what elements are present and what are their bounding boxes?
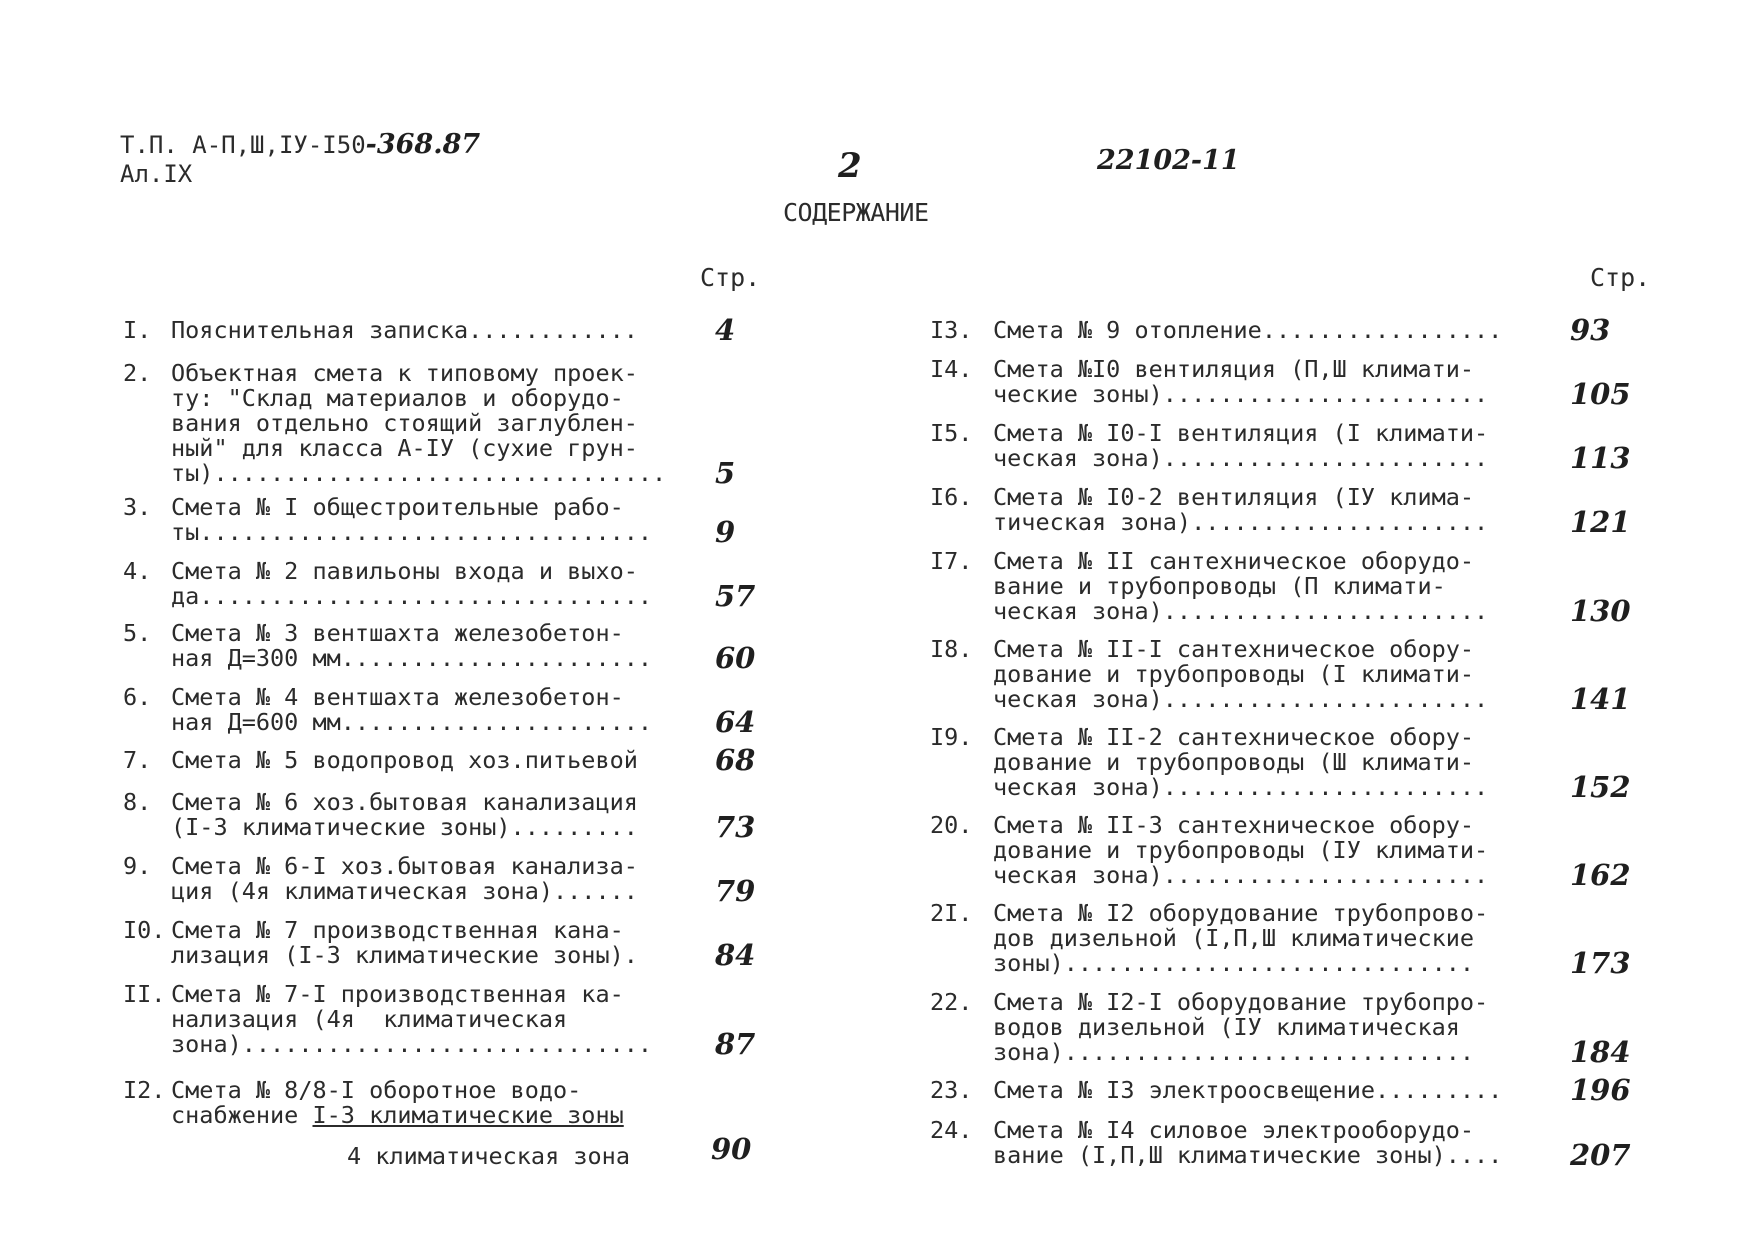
toc-entry-line: ная Д=300 мм...................... <box>171 644 653 672</box>
toc-entry-number: I. <box>123 316 152 344</box>
toc-entry-text <box>993 485 1573 535</box>
toc-entry-number: I5. <box>930 419 973 447</box>
toc-entry-line: Смета № 3 вентшахта железобетон- <box>171 619 624 647</box>
toc-entry-line: ческие зоны)....................... <box>993 380 1489 408</box>
toc-entry-line: Смета № I2 оборудование трубопрово- <box>993 899 1489 927</box>
toc-entry-text <box>993 357 1573 407</box>
toc-entry-line: (I-3 климатические зоны)......... <box>171 813 638 841</box>
toc-entry-text <box>171 982 731 1057</box>
toc-entry-page: 60 <box>715 641 756 675</box>
toc-entry-text <box>993 637 1573 712</box>
toc-entry-text <box>993 421 1573 471</box>
toc-entry-text <box>171 854 731 904</box>
toc-entry-line: Объектная смета к типовому проек- <box>171 359 638 387</box>
toc-entry-text <box>171 748 731 773</box>
toc-entry-line: ная Д=600 мм...................... <box>171 708 653 736</box>
toc-entry-line: дование и трубопроводы (Ш климати- <box>993 748 1475 776</box>
toc-entry-text <box>171 621 731 671</box>
toc-entry-text <box>171 685 731 735</box>
toc-entry-line: Смета № I0-I вентиляция (I климати- <box>993 419 1489 447</box>
toc-entry-text <box>993 318 1573 343</box>
toc-entry-line: нализация (4я климатическая <box>171 1005 568 1033</box>
toc-entry-page: 184 <box>1570 1035 1631 1069</box>
toc-entry-line: ный" для класса А-IУ (сухие грун- <box>171 434 638 462</box>
toc-entry-line: дование и трубопроводы (I климати- <box>993 660 1475 688</box>
toc-entry-number: 4. <box>123 557 152 585</box>
toc-entry-number: I4. <box>930 355 973 383</box>
toc-entry-number: 20. <box>930 811 973 839</box>
toc-entry-line: Смета № 4 вентшахта железобетон- <box>171 683 624 711</box>
toc-entry-line: Смета № I3 электроосвещение......... <box>993 1076 1503 1104</box>
toc-entry-page: 105 <box>1570 377 1631 411</box>
toc-entry-number: 22. <box>930 988 973 1016</box>
toc-entry-page: 113 <box>1570 441 1631 475</box>
toc-entry-page: 4 <box>715 313 736 347</box>
toc-entry-line: да................................ <box>171 582 653 610</box>
toc-entry-line: Смета № I общестроительные рабо- <box>171 493 624 521</box>
toc-entry-line-part: снабжение <box>171 1101 313 1129</box>
toc-entry-line: Смета № I0-2 вентиляция (IУ клима- <box>993 483 1475 511</box>
toc-subline-page: 90 <box>711 1132 752 1166</box>
toc-entry-page: 84 <box>715 938 756 972</box>
page-title: СОДЕРЖАНИЕ <box>783 198 929 227</box>
toc-entry-line-underlined-part: I-3 климатические зоны <box>312 1101 624 1129</box>
toc-entry-line: лизация (I-3 климатические зоны). <box>171 941 638 969</box>
inventory-number: 22102-11 <box>1097 145 1240 176</box>
toc-entry-line: Смета № 5 водопровод хоз.питьевой <box>171 746 638 774</box>
toc-entry-line: ты................................ <box>171 518 653 546</box>
toc-entry-text <box>993 549 1573 624</box>
toc-entry-text <box>171 559 731 609</box>
toc-entry-line: ты)................................ <box>171 459 667 487</box>
toc-entry-line: дование и трубопроводы (IУ климати- <box>993 836 1489 864</box>
toc-entry-page: 121 <box>1570 505 1631 539</box>
toc-entry-page: 141 <box>1570 682 1631 716</box>
toc-entry-line: зона)............................. <box>993 1038 1475 1066</box>
toc-entry-text <box>993 990 1573 1065</box>
toc-entry-text <box>993 1078 1573 1103</box>
toc-entry-page: 57 <box>715 579 756 613</box>
toc-entry-line: зона)............................. <box>171 1030 653 1058</box>
toc-entry-line: водов дизельной (IУ климатическая <box>993 1013 1460 1041</box>
toc-entry-line: вание (I,П,Ш климатические зоны).... <box>993 1141 1503 1169</box>
toc-entry-line: Пояснительная записка............ <box>171 316 638 344</box>
toc-entry-number: 23. <box>930 1076 973 1104</box>
toc-entry-text <box>171 361 731 486</box>
toc-subline: 4 климатическая зона <box>347 1142 630 1170</box>
album-label: Ал.IX <box>120 160 193 188</box>
toc-entry-line: Смета № II сантехническое оборудо- <box>993 547 1475 575</box>
toc-entry-text <box>171 318 731 343</box>
page-column-label-right: Стр. <box>1590 263 1651 292</box>
toc-entry-line: Смета № 2 павильоны входа и выхо- <box>171 557 638 585</box>
toc-entry-number: 9. <box>123 852 152 880</box>
toc-entry-number: 8. <box>123 788 152 816</box>
toc-entry-line: ческая зона)....................... <box>993 773 1489 801</box>
toc-entry-page: 68 <box>715 743 756 777</box>
page-column-label-left: Стр. <box>700 263 761 292</box>
toc-entry-number: 2. <box>123 359 152 387</box>
toc-entry-number: 5. <box>123 619 152 647</box>
toc-entry-page: 173 <box>1570 946 1631 980</box>
toc-entry-page: 152 <box>1570 770 1631 804</box>
toc-entry-text <box>993 813 1573 888</box>
toc-entry-text <box>171 790 731 840</box>
toc-entry-page: 93 <box>1570 313 1611 347</box>
toc-entry-line: вание и трубопроводы (П климати- <box>993 572 1446 600</box>
toc-entry-page: 130 <box>1570 594 1631 628</box>
document-code-handwritten: -368.87 <box>365 129 481 160</box>
toc-entry-page: 196 <box>1570 1073 1631 1107</box>
toc-entry-text <box>993 725 1573 800</box>
toc-entry-number: I6. <box>930 483 973 511</box>
toc-entry-line: зоны)............................. <box>993 949 1475 977</box>
toc-entry-number: I2. <box>123 1076 166 1104</box>
toc-entry-page: 73 <box>715 810 756 844</box>
toc-entry-line: ту: "Склад материалов и оборудо- <box>171 384 624 412</box>
toc-entry-number: II. <box>123 980 166 1008</box>
toc-entry-line: ческая зона)....................... <box>993 597 1489 625</box>
toc-entry-line: ческая зона)....................... <box>993 861 1489 889</box>
toc-entry-text <box>993 1118 1573 1168</box>
toc-entry-number: I0. <box>123 916 166 944</box>
toc-entry-page: 162 <box>1570 858 1631 892</box>
toc-entry-line: ция (4я климатическая зона)...... <box>171 877 638 905</box>
toc-entry-line: дов дизельной (I,П,Ш климатические <box>993 924 1475 952</box>
toc-entry-number: 6. <box>123 683 152 711</box>
toc-entry-number: I7. <box>930 547 973 575</box>
toc-entry-line: ческая зона)....................... <box>993 444 1489 472</box>
toc-entry-line: ческая зона)....................... <box>993 685 1489 713</box>
toc-entry-line: Смета № I4 силовое электрооборудо- <box>993 1116 1475 1144</box>
toc-entry-line: Смета № 7 производственная кана- <box>171 916 624 944</box>
toc-entry-line: Смета № 9 отопление................. <box>993 316 1503 344</box>
toc-entry-line: тическая зона)..................... <box>993 508 1489 536</box>
document-code-typed: Т.П. А-П,Ш,IУ-I50 <box>120 131 366 159</box>
toc-entry-number: 2I. <box>930 899 973 927</box>
toc-entry-number: 7. <box>123 746 152 774</box>
toc-entry-number: I8. <box>930 635 973 663</box>
toc-entry-text <box>993 901 1573 976</box>
toc-entry-page: 207 <box>1570 1138 1631 1172</box>
toc-entry-text <box>171 495 731 545</box>
toc-entry-text <box>171 1078 731 1128</box>
toc-entry-number: 3. <box>123 493 152 521</box>
page-number: 2 <box>838 146 862 186</box>
toc-entry-page: 5 <box>715 456 736 490</box>
toc-entry-page: 87 <box>715 1027 756 1061</box>
toc-entry-line: Смета № 8/8-I оборотное водо- <box>171 1076 582 1104</box>
toc-entry-number: 24. <box>930 1116 973 1144</box>
toc-entry-line: вания отдельно стоящий заглублен- <box>171 409 638 437</box>
toc-entry-line: Смета №I0 вентиляция (П,Ш климати- <box>993 355 1475 383</box>
toc-entry-line: Смета № II-I сантехническое обору- <box>993 635 1475 663</box>
toc-entry-line <box>171 1103 731 1128</box>
toc-entry-number: I9. <box>930 723 973 751</box>
toc-entry-line: Смета № 6 хоз.бытовая канализация <box>171 788 638 816</box>
toc-entry-page: 64 <box>715 705 756 739</box>
toc-entry-line: Смета № 7-I производственная ка- <box>171 980 624 1008</box>
toc-entry-line: Смета № I2-I оборудование трубопро- <box>993 988 1489 1016</box>
toc-entry-line: Смета № 6-I хоз.бытовая канализа- <box>171 852 638 880</box>
toc-entry-page: 79 <box>715 874 756 908</box>
toc-entry-number: I3. <box>930 316 973 344</box>
toc-entry-page: 9 <box>715 515 736 549</box>
toc-entry-text <box>171 918 731 968</box>
document-code <box>120 129 481 160</box>
toc-entry-line: Смета № II-2 сантехническое обору- <box>993 723 1475 751</box>
toc-entry-line: Смета № II-3 сантехническое обору- <box>993 811 1475 839</box>
